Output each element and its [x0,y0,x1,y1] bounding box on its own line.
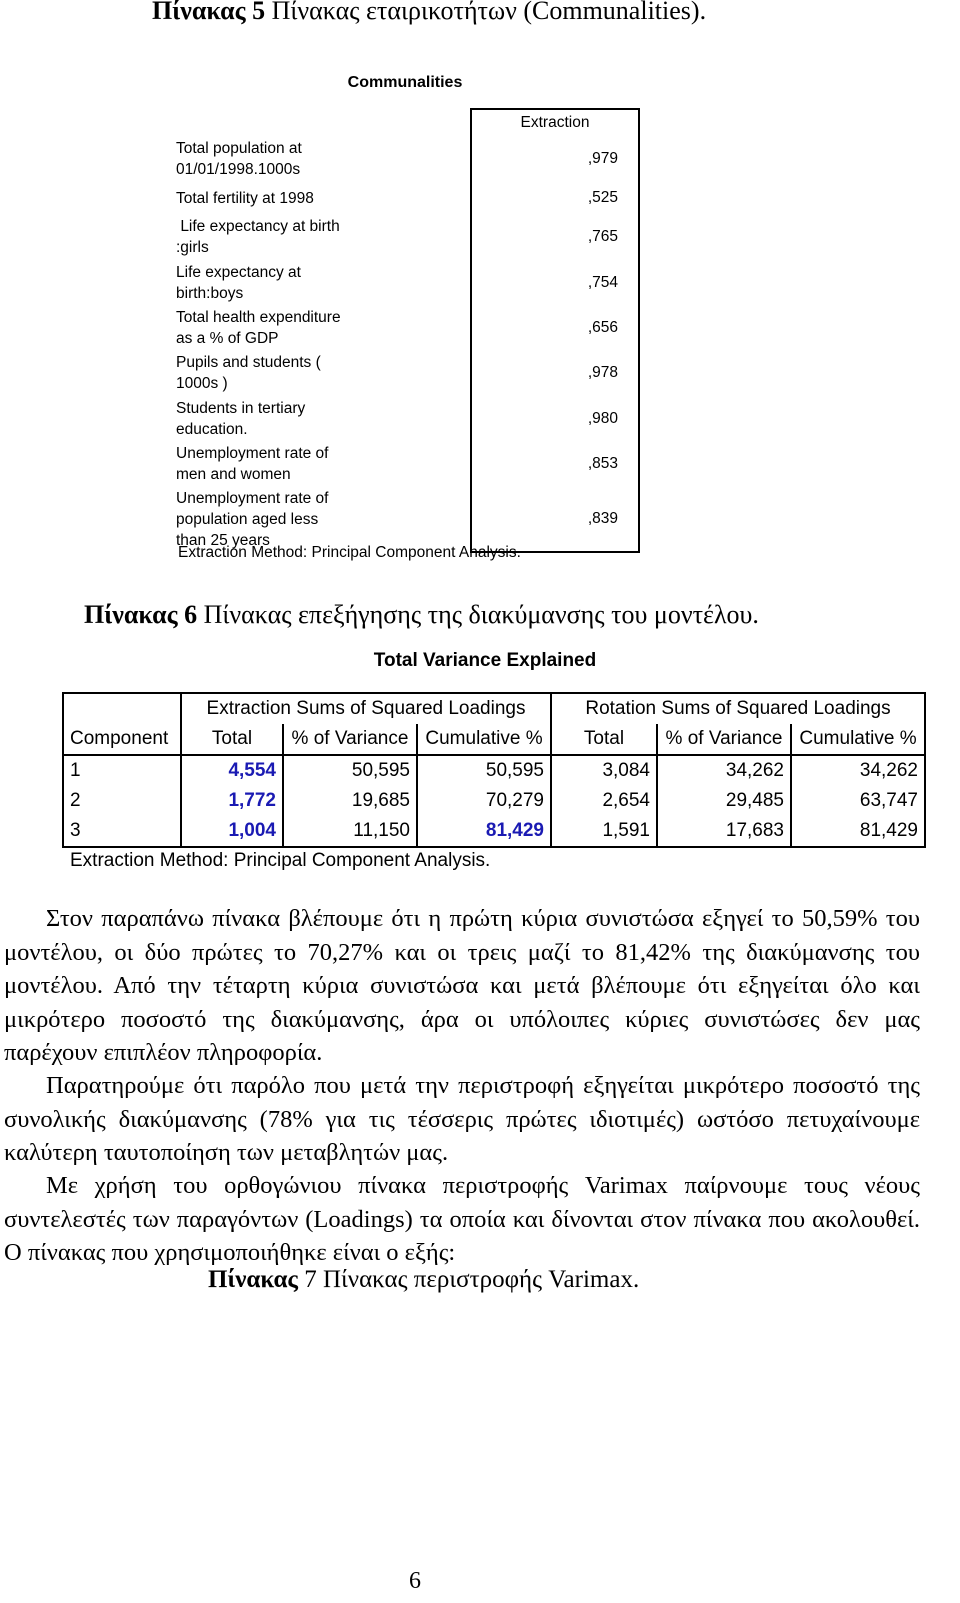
variance-column-header-row [63,724,925,755]
paragraph-1-text: Στον παραπάνω πίνακα βλέπουμε ότι η πρώτη κύρια συνιστώσα εξηγεί το 50,59% του μοντέλου, οι δύο πρώτες το 70,27% και οι τρεις μαζί το 81,42% της διακύμανσης του μοντέλου. Από την τέταρτη κύρια συνιστώσα και μετά βλέπουμε ότι εξηγείται όλο και μικρότερο ποσοστό της διακύμανσης, άρα οι υπόλοιπες κύριες συνιστώσες δεν μας παρέχουν επιπλέον πληροφορία. [4,905,920,1066]
component-number: 2 [63,786,181,816]
col-pct: % of Variance [657,724,791,755]
col-component: Component [63,724,181,755]
extraction-total: 4,554 [181,755,283,786]
extraction-total: 1,004 [181,816,283,847]
paragraph-2 [4,1069,920,1170]
rotation-cum: 34,262 [791,755,925,786]
variance-group-header-row [63,693,925,724]
variable-label: Life expectancy at birth:boys [176,264,301,302]
variable-label: Unemployment rate of men and women [176,445,329,483]
table7-caption [208,1266,639,1294]
table5-caption [152,0,706,26]
col-total: Total [551,724,657,755]
paragraph-3 [4,1169,920,1270]
communalities-footnote: Extraction Method: Principal Component Analysis. [178,544,521,561]
communalities-title: Communalities [347,74,463,91]
table6-caption-label: Πίνακας 6 [84,600,198,629]
paragraph-3-text: Με χρήση του ορθογώνιου πίνακα περιστροφής Varimax παίρνουμε τους νέους συντελεστές των παραγόντων (Loadings) τα οποία και δίνονται στον πίνακα που ακολουθεί. Ο πίνακας που χρησιμοποιήθηκε είναι ο εξής: [4,1172,920,1266]
extraction-value: ,839 [471,486,639,552]
rotation-total: 2,654 [551,786,657,816]
extraction-total: 1,772 [228,790,276,811]
extraction-cum: 81,429 [417,816,551,847]
table-row [170,396,639,441]
variance-table [62,692,926,848]
extraction-header: Extraction [471,109,639,136]
extraction-value: ,853 [471,441,639,486]
table-row [170,486,639,552]
rotation-cum: 81,429 [791,816,925,847]
variable-label: Total fertility at 1998 [176,189,314,207]
table-row [63,786,925,816]
extraction-pct: 50,595 [283,755,417,786]
table-row [170,441,639,486]
table-row [170,214,639,260]
table5-caption-label: Πίνακας 5 [152,0,266,25]
extraction-pct: 19,685 [283,786,417,816]
extraction-cum: 50,595 [417,755,551,786]
rotation-pct: 29,485 [657,786,791,816]
variable-label: Total population at 01/01/1998.1000s [176,140,302,178]
variable-label: Unemployment rate of population aged less than 25 years [176,490,329,549]
paragraph-1 [4,902,920,1070]
variable-label: Total health expenditure as a % of GDP [176,309,341,347]
table-row [63,755,925,786]
extraction-pct: 11,150 [283,816,417,847]
extraction-value: ,656 [471,305,639,350]
extraction-value: ,754 [471,260,639,305]
table6-caption-text: Πίνακας επεξήγησης της διακύμανσης του μοντέλου. [197,600,759,629]
table-row [170,305,639,350]
table-row [63,816,925,847]
col-cum: Cumulative % [791,724,925,755]
rotation-pct: 34,262 [657,755,791,786]
extraction-value: ,525 [471,182,639,214]
variance-footnote: Extraction Method: Principal Component Analysis. [70,850,491,871]
extraction-value: ,978 [471,350,639,396]
table-row [170,350,639,396]
extraction-value: ,765 [471,214,639,260]
variable-label: Students in tertiary education. [176,400,306,438]
table6-caption [84,600,759,630]
rotation-pct: 17,683 [657,816,791,847]
col-pct: % of Variance [283,724,417,755]
extraction-value: ,980 [471,396,639,441]
component-number: 1 [63,755,181,786]
component-number: 3 [63,816,181,847]
col-cum: Cumulative % [417,724,551,755]
table5-caption-text: Πίνακας εταιρικοτήτων (Communalities). [265,0,707,25]
table-row [170,136,639,182]
rotation-cum: 63,747 [791,786,925,816]
rotation-group-header: Rotation Sums of Squared Loadings [551,693,925,724]
communalities-header-row [170,109,639,136]
extraction-cum: 70,279 [417,786,551,816]
variable-label: Pupils and students ( 1000s ) [176,354,321,392]
paragraph-2-text: Παρατηρούμε ότι παρόλο που μετά την περιστροφή εξηγείται μικρότερο ποσοστό της συνολικής διακύμανσης (78% για τις τέσσερις πρώτες ιδιοτιμές) ωστόσο πετυχαίνουμε καλύτερη ταυτοποίηση των μεταβλητών μας. [4,1072,920,1166]
table7-caption-text: 7 Πίνακας περιστροφής Varimax. [297,1266,640,1293]
extraction-value: ,979 [471,136,639,182]
rotation-total: 3,084 [551,755,657,786]
variable-label: Life expectancy at birth :girls [176,218,345,256]
table7-caption-label: Πίνακας [208,1266,298,1293]
table-row [170,260,639,305]
extraction-group-header: Extraction Sums of Squared Loadings [181,693,551,724]
communalities-table [170,108,640,553]
variance-title: Total Variance Explained [373,650,597,671]
page-number: 6 [409,1568,421,1594]
rotation-total: 1,591 [551,816,657,847]
col-total: Total [211,728,253,749]
table-row [170,182,639,214]
